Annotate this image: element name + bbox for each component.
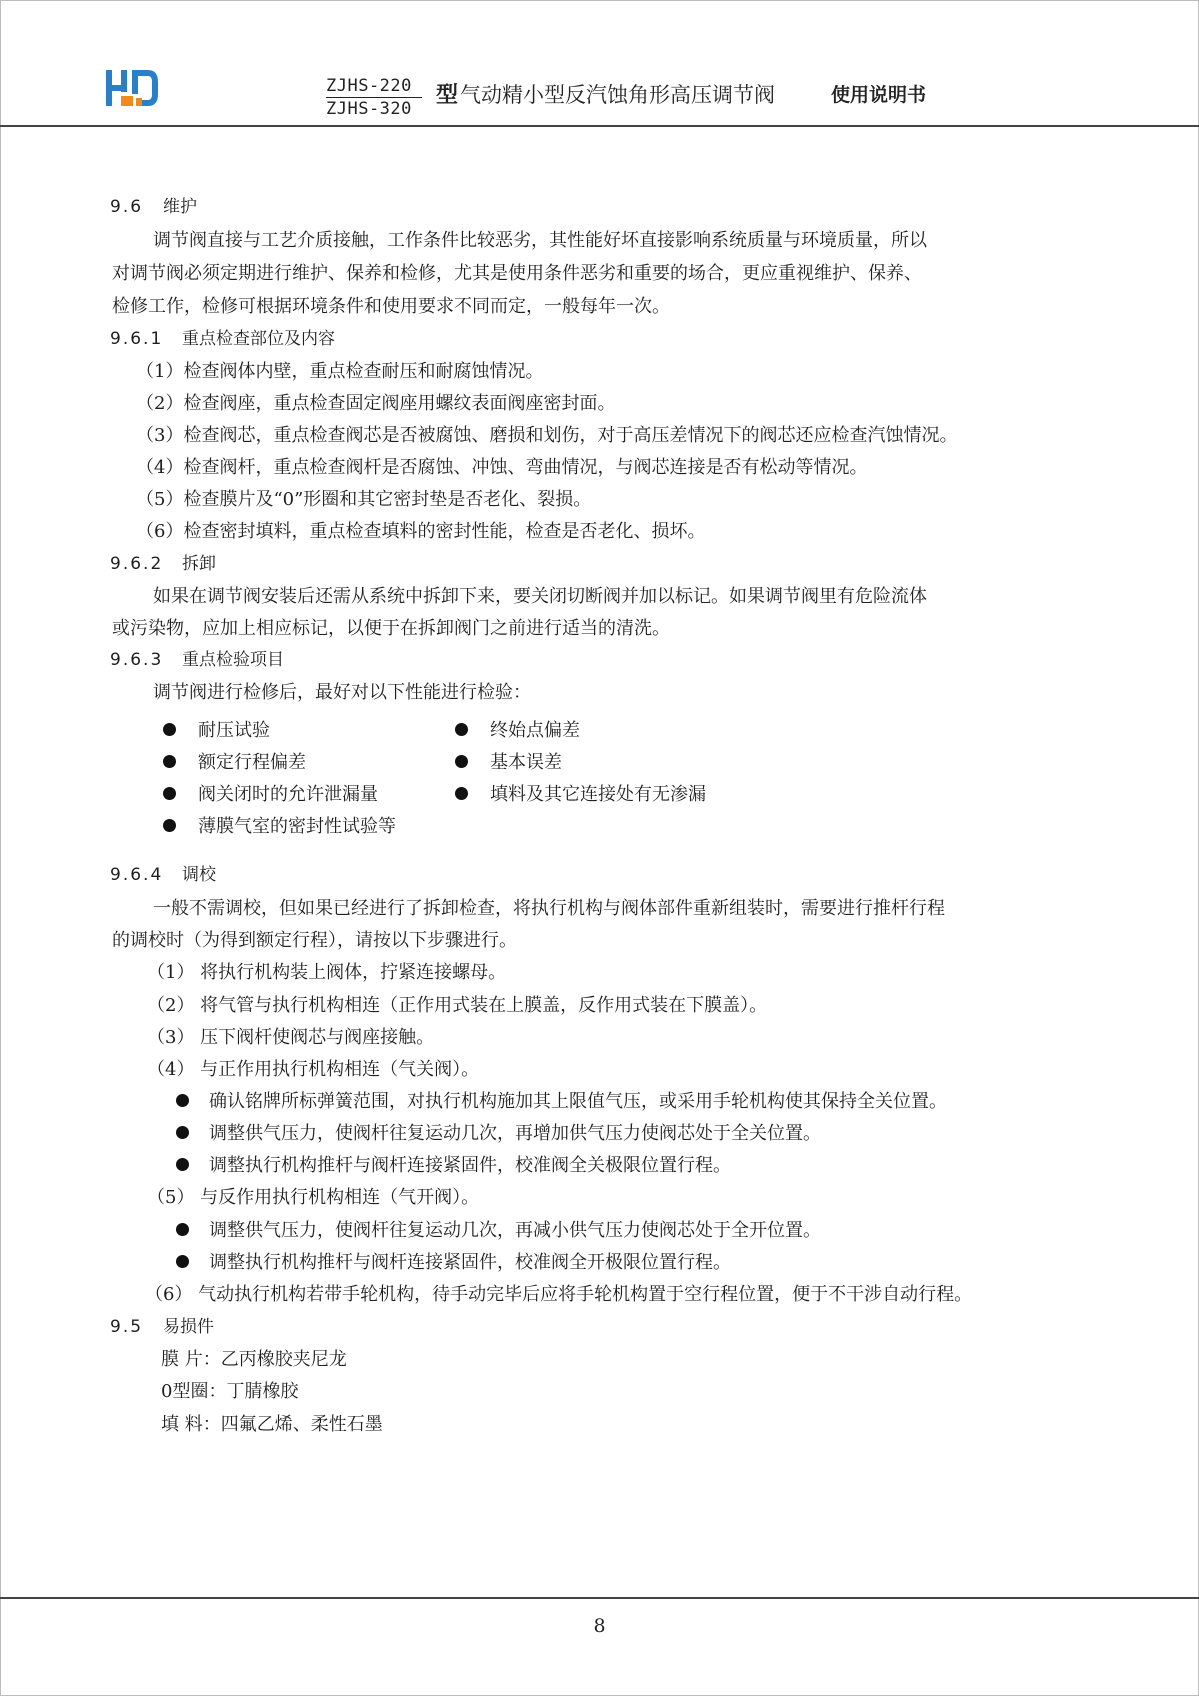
paragraph-line: 检修工作，检修可根据环境条件和使用要求不同而定，一般每年一次。 — [112, 296, 670, 317]
paragraph-line: 如果在调节阀安装后还需从系统中拆卸下来，要关闭切断阀并加以标记。如果调节阀里有危险流体 — [153, 586, 927, 607]
step-bullet: 调整执行机构推杆与阀杆连接紧固件，校准阀全开极限位置行程。 — [176, 1249, 731, 1277]
bullet-icon — [176, 1223, 189, 1236]
bullet-icon — [455, 787, 468, 800]
section-9-6-1-heading: 9.6.1 重点检查部位及内容 — [110, 329, 335, 349]
bullet-icon — [455, 755, 468, 768]
step-item: （4） 与正作用执行机构相连（气关阀）。 — [147, 1059, 480, 1080]
page-number: 8 — [593, 1615, 606, 1637]
bullet-icon — [163, 755, 176, 768]
spare-part-item: 0型圈：丁腈橡胶 — [161, 1381, 299, 1402]
checklist-item: 额定行程偏差 — [163, 749, 306, 777]
bullet-icon — [163, 723, 176, 736]
spare-part-item: 填 料：四氟乙烯、柔性石墨 — [161, 1414, 383, 1435]
bullet-icon — [176, 1255, 189, 1268]
step-bullet: 调整供气压力，使阀杆往复运动几次，再增加供气压力使阀芯处于全关位置。 — [176, 1120, 821, 1148]
bullet-icon — [176, 1158, 189, 1171]
paragraph-line: 一般不需调校，但如果已经进行了拆卸检查，将执行机构与阀体部件重新组装时，需要进行推杆行程 — [153, 898, 945, 919]
step-item: （3） 压下阀杆使阀芯与阀座接触。 — [147, 1027, 435, 1048]
step-item: （5） 与反作用执行机构相连（气开阀）。 — [147, 1187, 480, 1208]
section-9-6-2-heading: 9.6.2 拆卸 — [110, 554, 216, 574]
list-item: （1）检查阀体内壁，重点检查耐压和耐腐蚀情况。 — [136, 361, 544, 382]
paragraph-line: 调节阀直接与工艺介质接触，工作条件比较恶劣，其性能好坏直接影响系统质量与环境质量，所以 — [153, 230, 927, 251]
bullet-icon — [176, 1094, 189, 1107]
checklist-item: 耐压试验 — [163, 717, 270, 745]
paragraph-line: 的调校时（为得到额定行程），请按以下步骤进行。 — [112, 930, 517, 951]
title-text: 气动精小型反汽蚀角形高压调节阀 — [460, 83, 776, 107]
checklist-item: 基本误差 — [455, 749, 562, 777]
step-item: （2） 将气管与执行机构相连（正作用式装在上膜盖，反作用式装在下膜盖）。 — [147, 995, 768, 1016]
section-9-6-3-heading: 9.6.3 重点检验项目 — [110, 650, 284, 670]
model-bottom: ZJHS-320 — [326, 99, 412, 119]
section-9-5-heading: 9.5 易损件 — [110, 1317, 214, 1337]
step-bullet: 调整执行机构推杆与阀杆连接紧固件，校准阀全关极限位置行程。 — [176, 1152, 731, 1180]
checklist-item: 填料及其它连接处有无渗漏 — [455, 781, 706, 809]
title-prefix: 型 — [436, 82, 459, 108]
doc-type-label: 使用说明书 — [831, 84, 927, 106]
model-top: ZJHS-220 — [326, 75, 422, 98]
list-item: （2）检查阀座，重点检查固定阀座用螺纹表面阀座密封面。 — [136, 393, 616, 414]
checklist-item: 薄膜气室的密封性试验等 — [163, 813, 396, 841]
paragraph-line: 调节阀进行检修后，最好对以下性能进行检验： — [153, 682, 531, 703]
paragraph-line: 或污染物，应加上相应标记，以便于在拆卸阀门之前进行适当的清洗。 — [112, 618, 670, 639]
step-bullet: 确认铭牌所标弹簧范围，对执行机构施加其上限值气压，或采用手轮机构使其保持全关位置。 — [176, 1088, 947, 1116]
list-item: （3）检查阀芯，重点检查阀芯是否被腐蚀、磨损和划伤，对于高压差情况下的阀芯还应检查汽蚀情况。 — [136, 425, 958, 446]
step-bullet: 调整供气压力，使阀杆往复运动几次，再减小供气压力使阀芯处于全开位置。 — [176, 1217, 821, 1245]
bullet-icon — [176, 1126, 189, 1139]
section-9-6-4-heading: 9.6.4 调校 — [110, 865, 216, 885]
list-item: （4）检查阀杆，重点检查阀杆是否腐蚀、冲蚀、弯曲情况，与阀芯连接是否有松动等情况。 — [136, 457, 868, 478]
step-item: （1） 将执行机构装上阀体，拧紧连接螺母。 — [147, 962, 507, 983]
section-9-6-heading: 9.6 维护 — [110, 197, 197, 217]
spare-part-item: 膜 片：乙丙橡胶夹尼龙 — [161, 1349, 347, 1370]
bullet-icon — [163, 819, 176, 832]
bullet-icon — [455, 723, 468, 736]
list-item: （6）检查密封填料，重点检查填料的密封性能，检查是否老化、损坏。 — [136, 521, 706, 542]
checklist-item: 终始点偏差 — [455, 717, 580, 745]
bullet-icon — [163, 787, 176, 800]
checklist-item: 阀关闭时的允许泄漏量 — [163, 781, 378, 809]
paragraph-line: 对调节阀必须定期进行维护、保养和检修，尤其是使用条件恶劣和重要的场合，更应重视维护、保养、 — [112, 263, 922, 284]
list-item: （5）检查膜片及“0”形圈和其它密封垫是否老化、裂损。 — [136, 489, 592, 510]
footer-divider — [0, 1597, 1199, 1599]
step-item: （6） 气动执行机构若带手轮机构，待手动完毕后应将手轮机构置于空行程位置，便于不干涉自动行程。 — [145, 1284, 973, 1305]
